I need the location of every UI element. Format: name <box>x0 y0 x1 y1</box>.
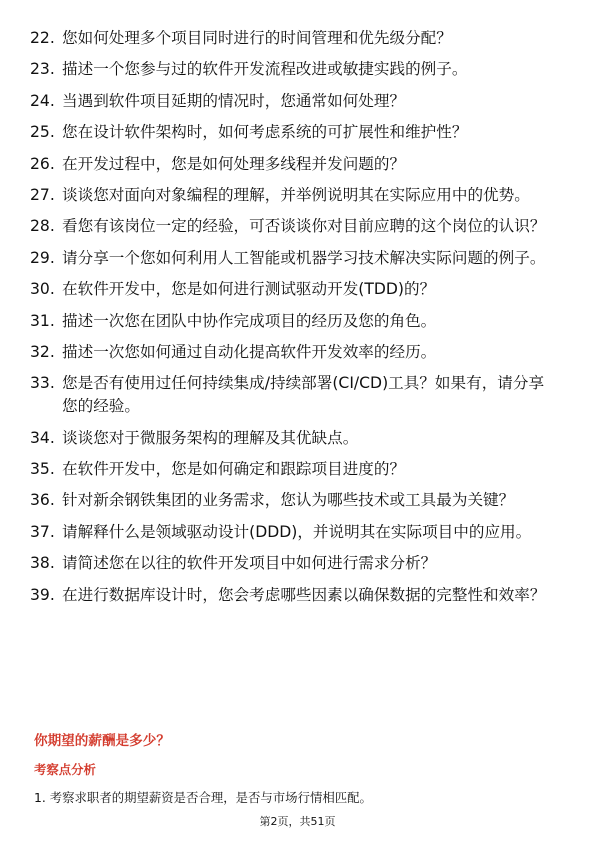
question-text: 请分享一个您如何利用人工智能或机器学习技术解决实际问题的例子。 <box>62 248 546 267</box>
question-item <box>30 552 555 575</box>
question-number: 23. <box>30 60 55 79</box>
question-text: 在软件开发中，您是如何确定和跟踪项目进度的？ <box>62 460 406 479</box>
question-text: 描述一个您参与过的软件开发流程改进或敏捷实践的例子。 <box>62 60 468 79</box>
question-number: 28. <box>30 217 55 236</box>
question-item <box>30 341 555 364</box>
question-number: 33. <box>30 374 55 393</box>
question-list <box>30 27 555 615</box>
question-item <box>30 310 555 333</box>
question-number: 38. <box>30 554 55 573</box>
question-item <box>30 153 555 176</box>
question-text: 谈谈您对面向对象编程的理解，并举例说明其在实际应用中的优势。 <box>62 185 530 204</box>
question-text: 请解释什么是领域驱动设计(DDD)，并说明其在实际项目中的应用。 <box>62 522 532 541</box>
question-number: 32. <box>30 342 55 361</box>
question-item <box>30 458 555 481</box>
question-number: 26. <box>30 154 55 173</box>
question-number: 36. <box>30 491 55 510</box>
question-item <box>30 90 555 113</box>
question-text: 谈谈您对于微服务架构的理解及其优缺点。 <box>62 428 359 447</box>
question-text: 您在设计软件架构时，如何考虑系统的可扩展性和维护性？ <box>62 123 468 142</box>
question-text: 在进行数据库设计时，您会考虑哪些因素以确保数据的完整性和效率？ <box>62 585 546 604</box>
question-item <box>30 58 555 81</box>
question-number: 29. <box>30 248 55 267</box>
question-text: 请简述您在以往的软件开发项目中如何进行需求分析？ <box>62 554 437 573</box>
question-item <box>30 278 555 301</box>
question-item <box>30 489 555 512</box>
page-footer: 第2页，共51页 <box>259 815 336 828</box>
question-item <box>30 372 555 418</box>
question-text: 在软件开发中，您是如何进行测试驱动开发(TDD)的？ <box>62 280 436 299</box>
question-number: 25. <box>30 123 55 142</box>
question-text: 描述一次您如何通过自动化提高软件开发效率的经历。 <box>62 342 437 361</box>
question-number: 22. <box>30 29 55 47</box>
question-item <box>30 427 555 450</box>
question-number: 34. <box>30 428 55 447</box>
question-item <box>30 184 555 207</box>
section-heading: 你期望的薪酬是多少？ <box>34 733 170 749</box>
question-item <box>30 247 555 270</box>
question-text: 看您有该岗位一定的经验，可否谈谈你对目前应聘的这个岗位的认识？ <box>62 217 546 236</box>
question-text: 针对新余钢铁集团的业务需求，您认为哪些技术或工具最为关键？ <box>62 491 515 510</box>
question-item <box>30 584 555 607</box>
question-number: 24. <box>30 91 55 110</box>
question-number: 27. <box>30 185 55 204</box>
question-number: 30. <box>30 280 55 299</box>
question-item <box>30 215 555 238</box>
question-text: 您是否有使用过任何持续集成/持续部署(CI/CD)工具？如果有，请分享您的经验。 <box>62 374 545 416</box>
question-item <box>30 121 555 144</box>
question-text: 当遇到软件项目延期的情况时，您通常如何处理？ <box>62 91 406 110</box>
analysis-point: 1. 考察求职者的期望薪资是否合理，是否与市场行情相匹配。 <box>34 790 372 805</box>
section-subheading: 考察点分析 <box>34 762 96 777</box>
question-item <box>30 27 555 50</box>
question-text: 您如何处理多个项目同时进行的时间管理和优先级分配？ <box>62 29 452 47</box>
question-text: 在开发过程中，您是如何处理多线程并发问题的？ <box>62 154 406 173</box>
question-number: 37. <box>30 522 55 541</box>
question-text: 描述一次您在团队中协作完成项目的经历及您的角色。 <box>62 311 437 330</box>
question-item <box>30 521 555 544</box>
question-number: 35. <box>30 460 55 479</box>
question-number: 39. <box>30 585 55 604</box>
question-number: 31. <box>30 311 55 330</box>
